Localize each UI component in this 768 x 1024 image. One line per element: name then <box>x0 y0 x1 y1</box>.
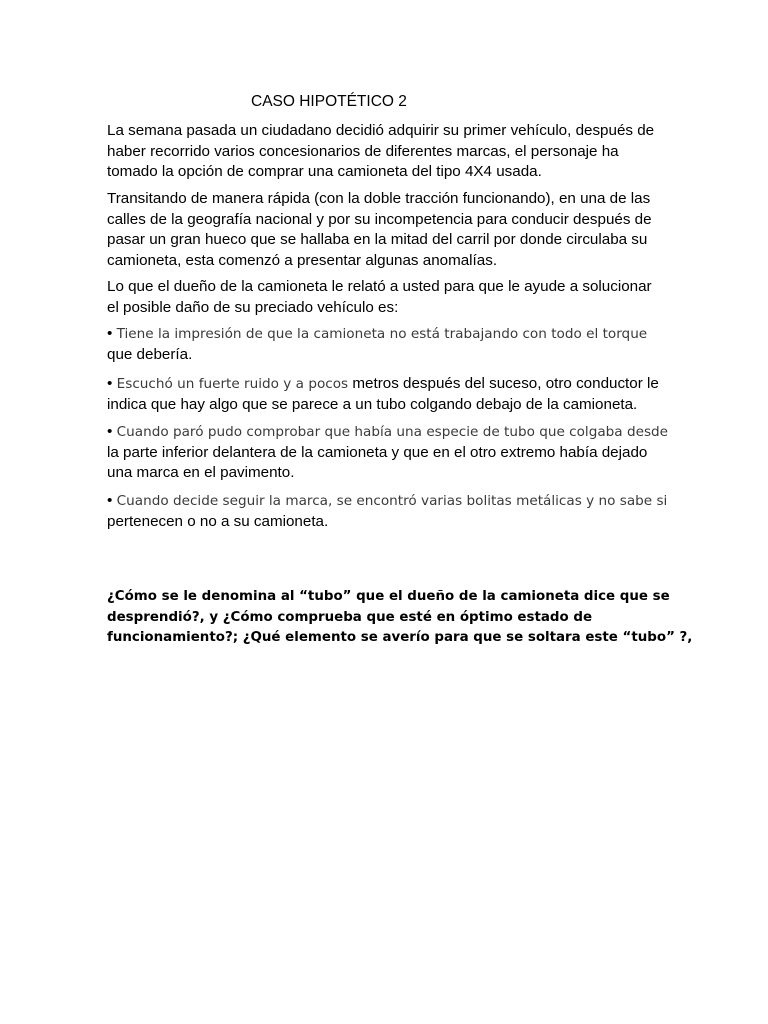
text-line: calles de la geografía nacional y por su incompetencia para conducir después de <box>107 210 652 228</box>
text-line: haber recorrido varios concesionarios de diferentes marcas, el personaje ha <box>107 142 619 160</box>
text-line: La semana pasada un ciudadano decidió adquirir su primer vehículo, después de <box>107 122 655 139</box>
bullet-marker: • <box>107 492 113 509</box>
bullet-text: Tiene la impresión de que la camioneta no está trabajando con todo el torque <box>112 326 648 342</box>
text-line: el posible daño de su preciado vehículo es: <box>107 298 399 316</box>
text-line <box>107 491 667 512</box>
question-line: desprendió?, y ¿Cómo comprueba que esté en óptimo estado de <box>107 609 593 625</box>
question-line: funcionamiento?; ¿Qué elemento se averío para que se soltara este “tubo” ?, <box>107 630 693 645</box>
bullet-marker: • <box>107 375 113 392</box>
text-line: Lo que el dueño de la camioneta le relató a usted para que le ayude a solucionar <box>107 278 652 295</box>
bullet-item-torque <box>107 324 667 365</box>
bullet-marker: • <box>107 325 113 342</box>
bullet-item-tube <box>107 422 667 484</box>
paragraph-incident <box>107 189 667 271</box>
text-line: pasar un gran hueco que se hallaba en la mitad del carril por donde circulaba su <box>107 231 648 248</box>
bullet-text: metros después del suceso, otro conductor le <box>348 375 659 392</box>
text-line: que debería. <box>107 345 193 363</box>
text-line <box>107 324 667 345</box>
question-block <box>107 587 693 649</box>
question-line: ¿Cómo se le denomina al “tubo” que el dueño de la camioneta dice que se <box>107 589 670 604</box>
text-line: una marca en el pavimento. <box>107 464 295 481</box>
bullet-item-noise <box>107 374 667 415</box>
bullet-marker: • <box>107 423 113 440</box>
bullet-text: Cuando decide seguir la marca, se encontró varias bolitas metálicas y no sabe si <box>112 493 668 509</box>
bullet-text: Escuchó un fuerte ruido y a pocos <box>112 376 349 392</box>
paragraph-intro <box>107 121 667 183</box>
paragraph-report <box>107 277 667 318</box>
text-line <box>107 374 667 395</box>
text-line: camioneta, esta comenzó a presentar algunas anomalías. <box>107 251 498 269</box>
bullet-item-balls <box>107 491 667 532</box>
document-title: CASO HIPOTÉTICO 2 <box>251 93 407 110</box>
text-line: Transitando de manera rápida (con la doble tracción funcionando), en una de las <box>107 190 651 207</box>
text-line: tomado la opción de comprar una camioneta del tipo 4X4 usada. <box>107 163 542 180</box>
text-line: indica que hay algo que se parece a un tubo colgando debajo de la camioneta. <box>107 395 638 413</box>
text-line: pertenecen o no a su camioneta. <box>107 512 329 530</box>
bullet-text: Cuando paró pudo comprobar que había una especie de tubo que colgaba desde <box>112 424 669 440</box>
text-line: la parte inferior delantera de la camioneta y que en el otro extremo había dejado <box>107 443 648 461</box>
text-line <box>107 422 667 443</box>
